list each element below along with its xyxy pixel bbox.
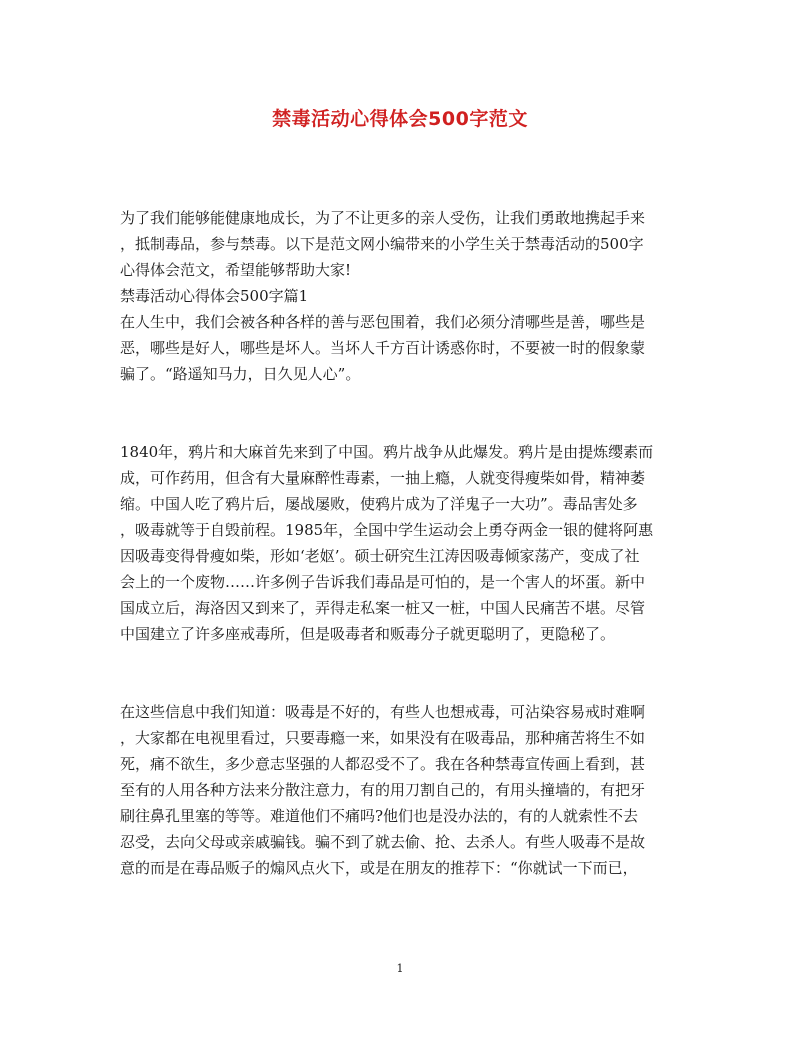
document-title: 禁毒活动心得体会500字范文: [272, 108, 528, 130]
paragraph-gap: [120, 647, 680, 673]
paragraph-line: ，抵制毒品，参与禁毒。以下是范文网小编带来的小学生关于禁毒活动的500字: [120, 235, 644, 253]
paragraph-line: 因吸毒变得骨瘦如柴，形如‘老妪’。硕士研究生江涛因吸毒倾家荡产，变成了社: [120, 547, 640, 565]
paragraph-line: 成，可作药用，但含有大量麻醉性毒素，一抽上瘾，人就变得瘦柴如骨，精神萎: [120, 469, 646, 487]
paragraph-line: ，大家都在电视里看过，只要毒瘾一来，如果没有在吸毒品，那种痛苦将生不如: [120, 729, 646, 747]
paragraph-line: 为了我们能够能健康地成长，为了不让更多的亲人受伤，让我们勇敢地携起手来: [120, 209, 646, 227]
paragraph-line: 骗了。“路遥知马力，日久见人心”。: [120, 365, 361, 383]
paragraph-line: 恶，哪些是好人，哪些是坏人。当坏人千方百计诱惑你时，不要被一时的假象蒙: [120, 339, 646, 357]
paragraph-line: 在这些信息中我们知道：吸毒是不好的，有些人也想戒毒，可沾染容易戒时难啊: [120, 703, 646, 721]
paragraph-line: ，吸毒就等于自毁前程。1985年，全国中学生运动会上勇夺两金一银的健将阿惠: [120, 521, 654, 539]
document-body: [120, 205, 680, 881]
paragraph-line: 中国建立了许多座戒毒所，但是吸毒者和贩毒分子就更聪明了，更隐秘了。: [120, 625, 616, 643]
paragraph-line: 意的而是在毒品贩子的煽风点火下，或是在朋友的推荐下：“你就试一下而已，: [120, 859, 638, 877]
paragraph-line: 心得体会范文，希望能够帮助大家!: [120, 261, 352, 279]
paragraph-line: 1840年，鸦片和大麻首先来到了中国。鸦片战争从此爆发。鸦片是由提炼缨素而: [120, 443, 654, 461]
paragraph-gap: [120, 673, 680, 699]
paragraph-line: 在人生中，我们会被各种各样的善与恶包围着，我们必须分清哪些是善，哪些是: [120, 313, 646, 331]
paragraph-line: 至有的人用各种方法来分散注意力，有的用刀割自己的，有用头撞墙的，有把牙: [120, 781, 646, 799]
paragraph-line: 刷往鼻孔里塞的等等。难道他们不痛吗?他们也是没办法的，有的人就索性不去: [120, 807, 639, 825]
paragraph-line: 缩。中国人吃了鸦片后，屡战屡败，使鸦片成为了洋鬼子一大功”。毒品害处多: [120, 495, 638, 513]
paragraph-line: 忍受，去向父母或亲戚骗钱。骗不到了就去偷、抢、去杀人。有些人吸毒不是故: [120, 833, 646, 851]
section-heading: 禁毒活动心得体会500字篇1: [120, 287, 309, 305]
paragraph-gap: [120, 387, 680, 413]
paragraph-line: 国成立后，海洛因又到来了，弄得走私案一桩又一桩，中国人民痛苦不堪。尽管: [120, 599, 646, 617]
paragraph-gap: [120, 413, 680, 439]
paragraph-line: 会上的一个废物……许多例子告诉我们毒品是可怕的，是一个害人的坏蛋。新中: [120, 573, 646, 591]
paragraph-line: 死，痛不欲生，多少意志坚强的人都忍受不了。我在各种禁毒宣传画上看到，甚: [120, 755, 646, 773]
page-number: 1: [396, 962, 404, 975]
